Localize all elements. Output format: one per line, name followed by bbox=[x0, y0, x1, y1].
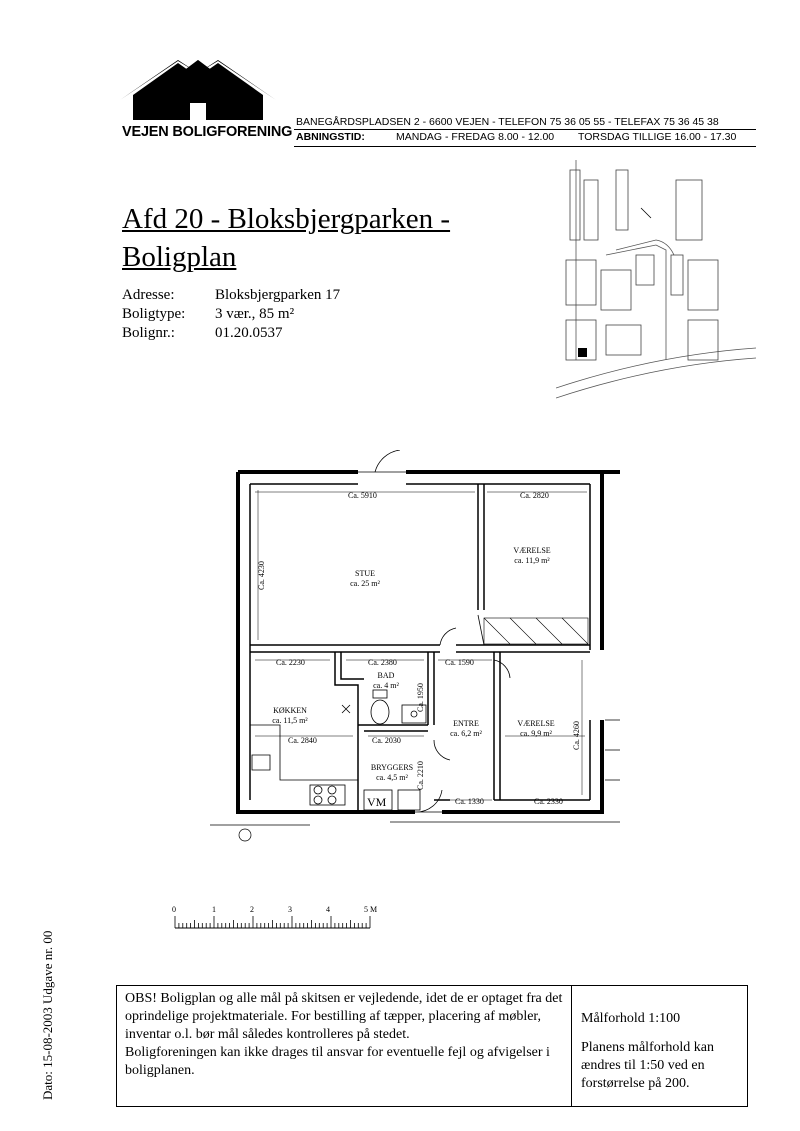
vm-label: VM bbox=[367, 795, 387, 809]
scale-tick-3: 3 bbox=[288, 905, 292, 914]
notice-paragraph-1: OBS! Boligplan og alle mål på skitsen er vejledende, idet de er optaget fra det oprindelige projektmateriale. For bestilling af tæpper, placering af møbler, inventar o.l. bør mål således kontrolleres på stedet. bbox=[125, 991, 563, 1042]
scale-note: Planens målforhold kan ændres til 1:50 ved en forstørrelse på 200. bbox=[581, 1040, 714, 1091]
hours-label: ABNINGSTID: bbox=[296, 131, 365, 143]
info-value-type: 3 vær., 85 m² bbox=[215, 306, 295, 322]
notice-divider bbox=[571, 986, 572, 1106]
scale-tick-4: 4 bbox=[326, 905, 330, 914]
dim-vaerelse1-width: Ca. 2820 bbox=[520, 491, 549, 500]
dim-stue-height: Ca. 4230 bbox=[257, 561, 266, 590]
scale-tick-1: 1 bbox=[212, 905, 216, 914]
room-koekken-area: ca. 11,5 m² bbox=[272, 716, 308, 725]
room-vaerelse2-name: VÆRELSE bbox=[517, 719, 555, 728]
room-bad-area: ca. 4 m² bbox=[373, 681, 399, 690]
room-bryggers-name: BRYGGERS bbox=[370, 763, 414, 772]
dim-bryggers-height: Ca. 2210 bbox=[416, 761, 425, 790]
title-line-2: Boligplan bbox=[122, 241, 237, 273]
header-divider-2 bbox=[294, 146, 756, 147]
opening-hours bbox=[296, 131, 756, 143]
hours-weekdays: MANDAG - FREDAG 8.00 - 12.00 bbox=[396, 131, 555, 143]
notice-text bbox=[125, 990, 565, 1080]
info-label-number: Bolignr.: bbox=[122, 325, 175, 341]
dim-vaerelse2-height: Ca. 4260 bbox=[572, 721, 581, 750]
scale-bar bbox=[170, 900, 385, 935]
date-edition: Dato: 15-08-2003 Udgave nr. 00 bbox=[40, 930, 55, 1100]
room-stue-name: STUE bbox=[355, 569, 375, 578]
header-divider bbox=[294, 129, 756, 130]
title-line-1: Afd 20 - Bloksbjergparken - bbox=[122, 203, 451, 235]
room-entre-name: ENTRE bbox=[453, 719, 479, 728]
room-koekken-name: KØKKEN bbox=[273, 706, 307, 715]
notice-scale bbox=[581, 1010, 741, 1104]
scale-tick-0: 0 bbox=[172, 905, 176, 914]
notice-paragraph-2: Boligforeningen kan ikke drages til ansvar for eventuelle fejl og afvigelser i boligplanen. bbox=[125, 1045, 550, 1078]
room-entre-area: ca. 6,2 m² bbox=[450, 729, 482, 738]
info-label-address: Adresse: bbox=[122, 287, 175, 303]
dim-koekken-width: Ca. 2230 bbox=[276, 658, 305, 667]
room-bad-name: BAD bbox=[377, 671, 395, 680]
info-label-type: Boligtype: bbox=[122, 306, 186, 322]
info-value-address: Bloksbjergparken 17 bbox=[215, 287, 341, 303]
dim-bryggers-width: Ca. 2030 bbox=[372, 736, 401, 745]
dim-entre-bottom: Ca. 1330 bbox=[455, 797, 484, 806]
room-vaerelse2-area: ca. 9,9 m² bbox=[520, 729, 552, 738]
scale-tick-2: 2 bbox=[250, 905, 254, 914]
room-vaerelse1-area: ca. 11,9 m² bbox=[514, 556, 550, 565]
dim-stue-width: Ca. 5910 bbox=[348, 491, 377, 500]
scale-tick-5: 5 M bbox=[364, 905, 378, 914]
dim-koekken-width-2: Ca. 2840 bbox=[288, 736, 317, 745]
dim-bad-width: Ca. 2380 bbox=[368, 658, 397, 667]
dim-vaerelse2-width: Ca. 2330 bbox=[534, 797, 563, 806]
logo-text: VEJEN BOLIGFORENING bbox=[122, 124, 293, 140]
hours-thursday: TORSDAG TILLIGE 16.00 - 17.30 bbox=[578, 131, 737, 143]
notice-box bbox=[116, 985, 748, 1107]
room-vaerelse1-name: VÆRELSE bbox=[513, 546, 551, 555]
scale-ratio: Målforhold 1:100 bbox=[581, 1011, 681, 1026]
room-bryggers-area: ca. 4,5 m² bbox=[376, 773, 408, 782]
site-map bbox=[556, 160, 756, 405]
floor-plan bbox=[210, 450, 630, 850]
room-stue-area: ca. 25 m² bbox=[350, 579, 380, 588]
info-value-number: 01.20.0537 bbox=[215, 325, 283, 341]
dim-bad-height: Ca. 1950 bbox=[416, 683, 425, 712]
address-line: BANEGÅRDSPLADSEN 2 - 6600 VEJEN - TELEFON 75 36 05 55 - TELEFAX 75 36 45 38 bbox=[296, 116, 719, 128]
page-title bbox=[122, 200, 522, 276]
dim-entre-width: Ca. 1590 bbox=[445, 658, 474, 667]
